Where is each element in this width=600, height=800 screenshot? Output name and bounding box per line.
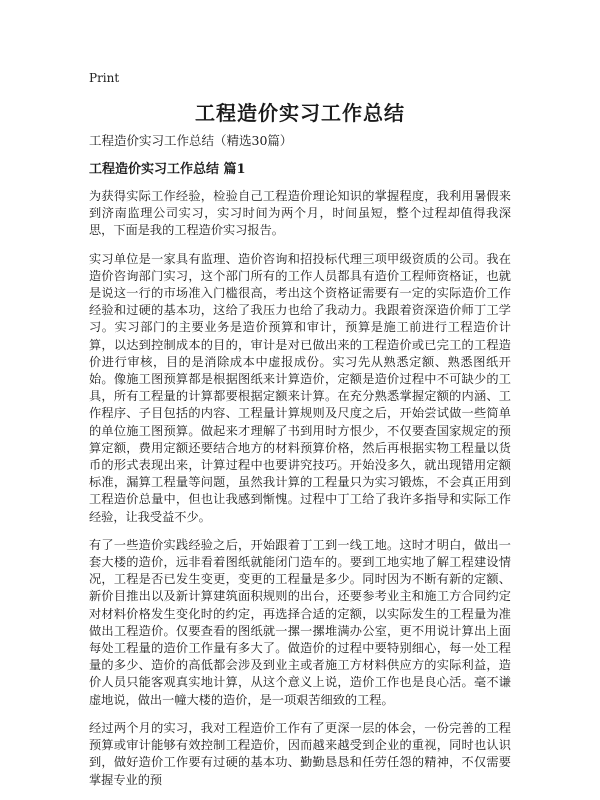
- article-subtitle: 工程造价实习工作总结（精选30篇）: [89, 133, 293, 148]
- page-title: 工程造价实习工作总结: [195, 101, 405, 125]
- paragraph-1: 为获得实际工作经验，检验自己工程造价理论知识的掌握程度，我利用暑假来到济南监理公司实习，实习时间为两个月，时间虽短，整个过程却值得我深思，下面是我的工程造价实习报告。: [89, 189, 511, 238]
- paragraph-4: 经过两个月的实习，我对工程造价工作有了更深一层的体会，一份完善的工程预算或审计能够有效控制工程造价，因而越来越受到企业的重视，同时也认识到，做好造价工作要有过硬的基本功、勤勤恳恳和任劳任怨的精神，不仅需要掌握专业的预: [89, 720, 511, 787]
- paragraph-3: 有了一些造价实践经验之后，开始跟着丁工到一线工地。这时才明白，做出一套大楼的造价，远非看着图纸就能闭门造车的。要到工地实地了解工程建设情况，工程是否已发生变更，变更的工程量是多少。同时因为不断有新的定额、新价目推出以及新计算建筑面积规则的出台，还要参考业主和施工方合同约定对材料价格发生变化时的约定，再选择合适的定额，以实际发生的工程量为准做出工程造价。仅要查看的图纸就一摞一摞堆满办公室，更不用说计算出上面每处工程量的造价工作量有多大了。做造价的过程中要特别细心，每一处工程量的多少、造价的高低都会涉及到业主或者施工方材料供应方的实际利益，造价人员只能客观真实地计算，从这个意义上说，造价工作也是良心活。毫不谦虚地说，做出一幢大楼的造价，是一项艰苦细致的工程。: [89, 537, 511, 707]
- section-heading: 工程造价实习工作总结 篇1: [89, 162, 246, 177]
- article-body: [89, 132, 511, 800]
- print-link[interactable]: Print: [89, 71, 120, 85]
- paragraph-2: 实习单位是一家具有监理、造价咨询和招投标代理三项甲级资质的公司。我在造价咨询部门实习，这个部门所有的工作人员都具有造价工程师资格证，也就是说这一行的市场准入门槛很高，考出这个资格证需要有一定的实际造价工作经验和过硬的基本功，这给了我压力也给了我动力。我跟着资深造价师丁工学习。实习部门的主要业务是造价预算和审计，预算是施工前进行工程造价计算，以达到控制成本的目的，审计是对已做出来的工程造价或已完工的工程造价进行审核，目的是消除成本中虚报成份。实习先从熟悉定额、熟悉图纸开始。像施工图预算都是根据图纸来计算造价，定额是造价过程中不可缺少的工具，所有工程量的计算都要根据定额来计算。在充分熟悉掌握定额的内涵、工作程序、子目包括的内容、工程量计算规则及尺度之后，开始尝试做一些简单的单位施工图预算。做起来才理解了书到用时方恨少，不仅要查国家规定的预算定额，费用定额还要结合地方的材料预算价格，然后再根据实物工程量以货币的形式表现出来，计算过程中也要讲究技巧。开始没多久，就出现错用定额标准，漏算工程量等问题，虽然我计算的工程量只为实习锻炼，不会真正用到工程造价总量中，但也让我感到惭愧。过程中丁工给了我许多指导和实际工作经验，让我受益不少。: [89, 251, 511, 524]
